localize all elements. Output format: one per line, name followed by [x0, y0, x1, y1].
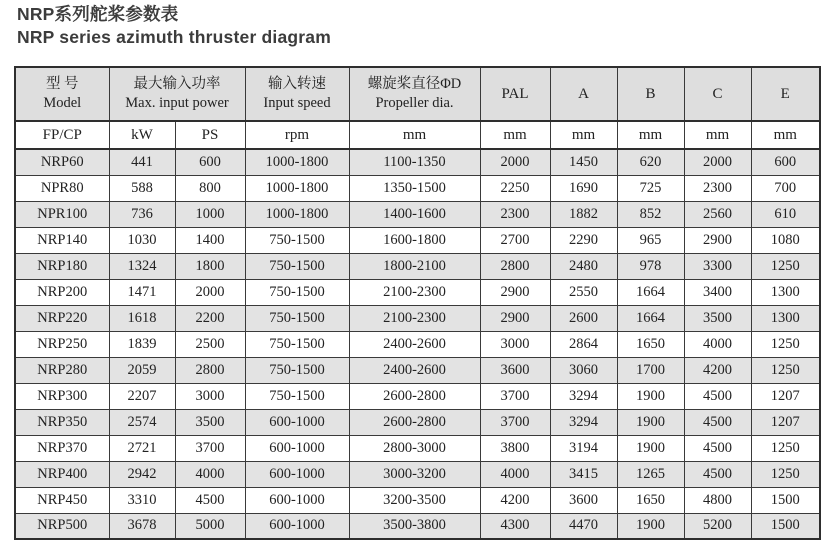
- cell-b: 1900: [617, 409, 684, 435]
- table-row: [15, 279, 820, 305]
- cell-c: 3300: [684, 253, 751, 279]
- cell-b: 1650: [617, 331, 684, 357]
- header-input-speed-zh: 输入转速: [268, 76, 326, 92]
- header-a: [550, 67, 617, 121]
- cell-e: 1250: [751, 461, 820, 487]
- unit-a: mm: [550, 121, 617, 149]
- cell-b: 725: [617, 175, 684, 201]
- cell-e: 1300: [751, 279, 820, 305]
- cell-ps: 1800: [175, 253, 245, 279]
- unit-ps: PS: [175, 121, 245, 149]
- cell-rpm: 750-1500: [245, 357, 349, 383]
- cell-c: 2900: [684, 227, 751, 253]
- cell-dia: 2600-2800: [349, 409, 480, 435]
- cell-e: 610: [751, 201, 820, 227]
- table-row: [15, 253, 820, 279]
- cell-kw: 1030: [109, 227, 175, 253]
- cell-ps: 1000: [175, 201, 245, 227]
- cell-dia: 2100-2300: [349, 305, 480, 331]
- cell-kw: 1471: [109, 279, 175, 305]
- cell-b: 1265: [617, 461, 684, 487]
- unit-kw: kW: [109, 121, 175, 149]
- cell-a: 3294: [550, 409, 617, 435]
- cell-c: 2560: [684, 201, 751, 227]
- header-propeller-dia-en: Propeller dia.: [375, 95, 454, 111]
- header-model-en: Model: [43, 95, 82, 111]
- cell-rpm: 750-1500: [245, 383, 349, 409]
- cell-a: 2600: [550, 305, 617, 331]
- cell-dia: 3000-3200: [349, 461, 480, 487]
- cell-a: 3194: [550, 435, 617, 461]
- cell-pal: 2900: [480, 279, 550, 305]
- cell-b: 620: [617, 149, 684, 175]
- unit-e: mm: [751, 121, 820, 149]
- cell-kw: 2721: [109, 435, 175, 461]
- cell-model: NRP220: [15, 305, 109, 331]
- unit-pal: mm: [480, 121, 550, 149]
- cell-ps: 3000: [175, 383, 245, 409]
- cell-kw: 441: [109, 149, 175, 175]
- cell-model: NPR80: [15, 175, 109, 201]
- thruster-parameter-table: [14, 66, 821, 540]
- cell-a: 2480: [550, 253, 617, 279]
- cell-model: NRP180: [15, 253, 109, 279]
- cell-ps: 3700: [175, 435, 245, 461]
- cell-rpm: 600-1000: [245, 461, 349, 487]
- cell-kw: 1324: [109, 253, 175, 279]
- unit-model: FP/CP: [15, 121, 109, 149]
- header-max-input-power: [109, 67, 245, 121]
- cell-c: 4800: [684, 487, 751, 513]
- cell-kw: 2207: [109, 383, 175, 409]
- cell-b: 1650: [617, 487, 684, 513]
- cell-ps: 3500: [175, 409, 245, 435]
- header-pal: [480, 67, 550, 121]
- cell-b: 1664: [617, 279, 684, 305]
- cell-kw: 1618: [109, 305, 175, 331]
- cell-a: 1690: [550, 175, 617, 201]
- cell-pal: 2700: [480, 227, 550, 253]
- cell-kw: 3678: [109, 513, 175, 539]
- cell-a: 3060: [550, 357, 617, 383]
- page-title-block: [17, 3, 331, 49]
- cell-c: 3500: [684, 305, 751, 331]
- cell-ps: 5000: [175, 513, 245, 539]
- cell-dia: 1600-1800: [349, 227, 480, 253]
- cell-rpm: 1000-1800: [245, 175, 349, 201]
- cell-model: NRP200: [15, 279, 109, 305]
- cell-b: 1900: [617, 435, 684, 461]
- header-model-zh: 型 号: [45, 76, 79, 92]
- cell-model: NRP140: [15, 227, 109, 253]
- page-title-english: NRP series azimuth thruster diagram: [17, 27, 331, 47]
- cell-a: 2290: [550, 227, 617, 253]
- cell-model: NPR100: [15, 201, 109, 227]
- cell-b: 1700: [617, 357, 684, 383]
- header-b: [617, 67, 684, 121]
- table-row: [15, 175, 820, 201]
- header-e-label: E: [780, 85, 790, 102]
- table-row: [15, 227, 820, 253]
- unit-dia: mm: [349, 121, 480, 149]
- cell-b: 852: [617, 201, 684, 227]
- cell-rpm: 750-1500: [245, 331, 349, 357]
- cell-pal: 3700: [480, 383, 550, 409]
- cell-e: 1207: [751, 383, 820, 409]
- table-row: [15, 305, 820, 331]
- cell-e: 1080: [751, 227, 820, 253]
- cell-pal: 4300: [480, 513, 550, 539]
- header-input-speed-en: Input speed: [263, 95, 331, 111]
- header-pal-label: PAL: [501, 85, 529, 102]
- cell-ps: 1400: [175, 227, 245, 253]
- cell-kw: 2942: [109, 461, 175, 487]
- cell-pal: 2250: [480, 175, 550, 201]
- header-a-label: A: [578, 85, 589, 102]
- unit-b: mm: [617, 121, 684, 149]
- cell-dia: 2600-2800: [349, 383, 480, 409]
- header-c-label: C: [712, 85, 723, 102]
- cell-model: NRP250: [15, 331, 109, 357]
- cell-ps: 800: [175, 175, 245, 201]
- cell-b: 978: [617, 253, 684, 279]
- cell-model: NRP350: [15, 409, 109, 435]
- header-max-input-power-en: Max. input power: [125, 95, 229, 111]
- cell-kw: 2574: [109, 409, 175, 435]
- cell-a: 3415: [550, 461, 617, 487]
- cell-kw: 588: [109, 175, 175, 201]
- header-row: [15, 67, 820, 121]
- cell-kw: 2059: [109, 357, 175, 383]
- header-propeller-dia: [349, 67, 480, 121]
- cell-c: 4500: [684, 461, 751, 487]
- table-row: [15, 513, 820, 539]
- cell-rpm: 600-1000: [245, 435, 349, 461]
- cell-rpm: 750-1500: [245, 227, 349, 253]
- cell-pal: 3000: [480, 331, 550, 357]
- cell-rpm: 750-1500: [245, 305, 349, 331]
- unit-rpm: rpm: [245, 121, 349, 149]
- cell-dia: 2400-2600: [349, 331, 480, 357]
- cell-model: NRP300: [15, 383, 109, 409]
- table-row: [15, 383, 820, 409]
- cell-dia: 1800-2100: [349, 253, 480, 279]
- cell-a: 2864: [550, 331, 617, 357]
- cell-pal: 4200: [480, 487, 550, 513]
- table-row: [15, 409, 820, 435]
- cell-model: NRP450: [15, 487, 109, 513]
- cell-a: 1882: [550, 201, 617, 227]
- table-row: [15, 487, 820, 513]
- cell-dia: 3200-3500: [349, 487, 480, 513]
- cell-ps: 2000: [175, 279, 245, 305]
- cell-c: 3400: [684, 279, 751, 305]
- cell-rpm: 600-1000: [245, 487, 349, 513]
- cell-e: 600: [751, 149, 820, 175]
- cell-e: 1500: [751, 487, 820, 513]
- cell-c: 4500: [684, 435, 751, 461]
- cell-dia: 1350-1500: [349, 175, 480, 201]
- table-body: [15, 149, 820, 539]
- cell-pal: 3600: [480, 357, 550, 383]
- cell-c: 4200: [684, 357, 751, 383]
- header-c: [684, 67, 751, 121]
- cell-e: 1250: [751, 253, 820, 279]
- cell-pal: 2000: [480, 149, 550, 175]
- cell-ps: 4000: [175, 461, 245, 487]
- cell-rpm: 750-1500: [245, 279, 349, 305]
- cell-b: 1900: [617, 513, 684, 539]
- header-b-label: B: [645, 85, 656, 102]
- cell-c: 4500: [684, 383, 751, 409]
- cell-ps: 2500: [175, 331, 245, 357]
- header-max-input-power-zh: 最大输入功率: [133, 76, 221, 92]
- cell-model: NRP400: [15, 461, 109, 487]
- cell-b: 1664: [617, 305, 684, 331]
- units-row: [15, 121, 820, 149]
- cell-ps: 600: [175, 149, 245, 175]
- cell-rpm: 600-1000: [245, 513, 349, 539]
- cell-b: 965: [617, 227, 684, 253]
- header-propeller-dia-zh: 螺旋桨直径ΦD: [367, 76, 462, 92]
- cell-pal: 2300: [480, 201, 550, 227]
- header-model: [15, 67, 109, 121]
- cell-e: 1300: [751, 305, 820, 331]
- cell-model: NRP60: [15, 149, 109, 175]
- table-row: [15, 357, 820, 383]
- cell-rpm: 1000-1800: [245, 149, 349, 175]
- cell-kw: 736: [109, 201, 175, 227]
- cell-c: 4000: [684, 331, 751, 357]
- table-row: [15, 149, 820, 175]
- cell-a: 4470: [550, 513, 617, 539]
- cell-c: 5200: [684, 513, 751, 539]
- cell-ps: 2800: [175, 357, 245, 383]
- cell-c: 4500: [684, 409, 751, 435]
- cell-model: NRP370: [15, 435, 109, 461]
- cell-e: 1207: [751, 409, 820, 435]
- cell-e: 1250: [751, 357, 820, 383]
- header-input-speed: [245, 67, 349, 121]
- cell-model: NRP280: [15, 357, 109, 383]
- cell-a: 1450: [550, 149, 617, 175]
- cell-rpm: 1000-1800: [245, 201, 349, 227]
- cell-c: 2300: [684, 175, 751, 201]
- cell-e: 1500: [751, 513, 820, 539]
- cell-e: 700: [751, 175, 820, 201]
- cell-dia: 1100-1350: [349, 149, 480, 175]
- cell-pal: 3800: [480, 435, 550, 461]
- cell-dia: 2100-2300: [349, 279, 480, 305]
- unit-c: mm: [684, 121, 751, 149]
- cell-dia: 3500-3800: [349, 513, 480, 539]
- cell-pal: 2800: [480, 253, 550, 279]
- cell-a: 3294: [550, 383, 617, 409]
- cell-kw: 1839: [109, 331, 175, 357]
- cell-a: 3600: [550, 487, 617, 513]
- cell-kw: 3310: [109, 487, 175, 513]
- cell-pal: 2900: [480, 305, 550, 331]
- table-row: [15, 201, 820, 227]
- table-row: [15, 435, 820, 461]
- page-title-chinese: NRP系列舵桨参数表: [17, 4, 179, 24]
- header-e: [751, 67, 820, 121]
- cell-dia: 2800-3000: [349, 435, 480, 461]
- cell-ps: 2200: [175, 305, 245, 331]
- cell-dia: 2400-2600: [349, 357, 480, 383]
- cell-e: 1250: [751, 331, 820, 357]
- cell-a: 2550: [550, 279, 617, 305]
- cell-rpm: 750-1500: [245, 253, 349, 279]
- cell-dia: 1400-1600: [349, 201, 480, 227]
- cell-c: 2000: [684, 149, 751, 175]
- table-row: [15, 461, 820, 487]
- cell-pal: 4000: [480, 461, 550, 487]
- cell-e: 1250: [751, 435, 820, 461]
- cell-model: NRP500: [15, 513, 109, 539]
- table-row: [15, 331, 820, 357]
- cell-rpm: 600-1000: [245, 409, 349, 435]
- cell-ps: 4500: [175, 487, 245, 513]
- table-header: [15, 67, 820, 149]
- cell-b: 1900: [617, 383, 684, 409]
- cell-pal: 3700: [480, 409, 550, 435]
